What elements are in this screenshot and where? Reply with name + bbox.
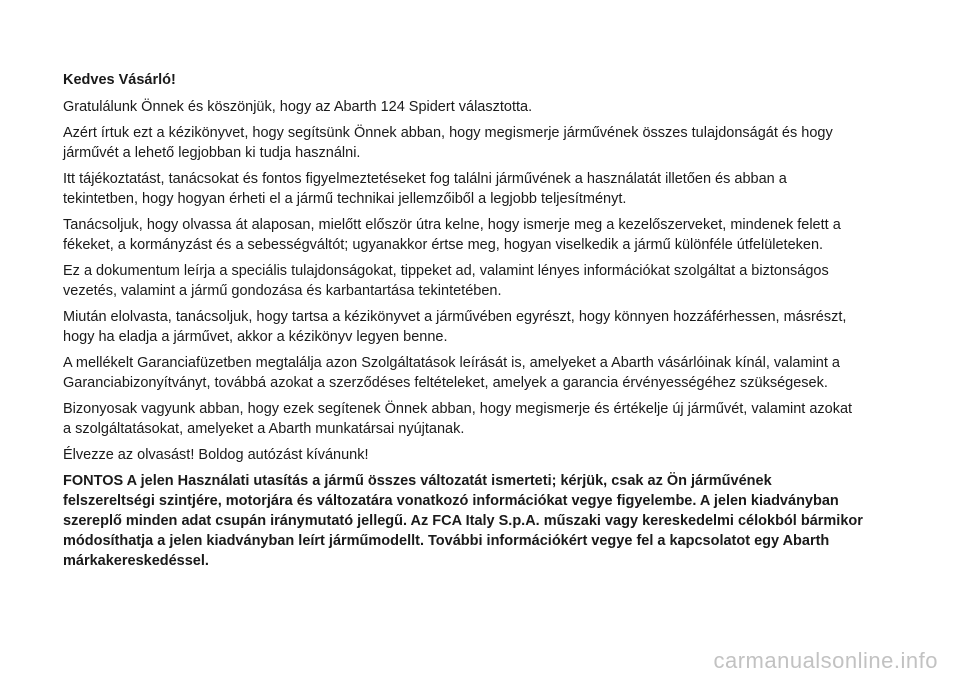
paragraph-contents: Itt tájékoztatást, tanácsokat és fontos figyelmeztetéseket fog találni járművének a használatát illetően és abban a tekintetben, hogy hogyan érheti el a jármű technikai jellemzőiből a legjobb teljesítményt.	[63, 171, 787, 207]
paragraph-enjoy: Élvezze az olvasást! Boldog autózást kívánunk!	[63, 447, 369, 463]
paragraph-services: Bizonyosak vagyunk abban, hogy ezek segítenek Önnek abban, hogy megismerje és értékelje új járművét, valamint azokat a szolgáltatásokat, amelyeket a Abarth munkatársai nyújtanak.	[63, 401, 853, 437]
watermark-text: carmanualsonline.info	[713, 648, 938, 673]
paragraph-purpose: Azért írtuk ezt a kézikönyvet, hogy segítsünk Önnek abban, hogy megismerje járművének összes tulajdonságát és hogy járművét a lehető legjobban ki tudja használni.	[63, 125, 833, 161]
manual-page	[63, 70, 863, 571]
paragraph-keep-manual: Miután elolvasta, tanácsoljuk, hogy tartsa a kézikönyvet a járművében egyrészt, hogy könnyen hozzáférhessen, másrészt, hogy ha eladja a járművet, akkor a kézikönyv legyen benne.	[63, 309, 847, 345]
important-notice: FONTOS A jelen Használati utasítás a jármű összes változatát ismerteti; kérjük, csak az Ön járművének felszereltségi szintjére, motorjára és változatára vonatkozó információkat vegye figyelembe. A jelen kiadványban szereplő minden adat csupán iránymutató jellegű. Az FCA Italy S.p.A. műszaki vagy kereskedelmi célokból bármikor módosíthatja a jelen kiadványban leírt járműmodellt. További információkért vegye fel a kapcsolatot egy Abarth márkakereskedéssel.	[63, 473, 863, 569]
paragraph-advice: Tanácsoljuk, hogy olvassa át alaposan, mielőtt először útra kelne, hogy ismerje meg a kezelőszerveket, mindenek felett a fékeket, a kormányzást és a sebességváltót; ugyanakkor értse meg, hogyan viselkedik a jármű különféle útfelületeken.	[63, 217, 841, 253]
paragraph-warranty: A mellékelt Garanciafüzetben megtalálja azon Szolgáltatások leírását is, amelyeket a Abarth vásárlóinak kínál, valamint a Garanciabizonyítványt, továbbá azokat a szerződéses feltételeket, amelyek a garancia érvényességéhez szükségesek.	[63, 355, 840, 391]
greeting-heading: Kedves Vásárló!	[63, 72, 176, 88]
paragraph-description: Ez a dokumentum leírja a speciális tulajdonságokat, tippeket ad, valamint lényes információkat szolgáltat a biztonságos vezetés, valamint a jármű gondozása és karbantartása tekintetében.	[63, 263, 829, 299]
paragraph-congratulation: Gratulálunk Önnek és köszönjük, hogy az Abarth 124 Spidert választotta.	[63, 99, 533, 115]
